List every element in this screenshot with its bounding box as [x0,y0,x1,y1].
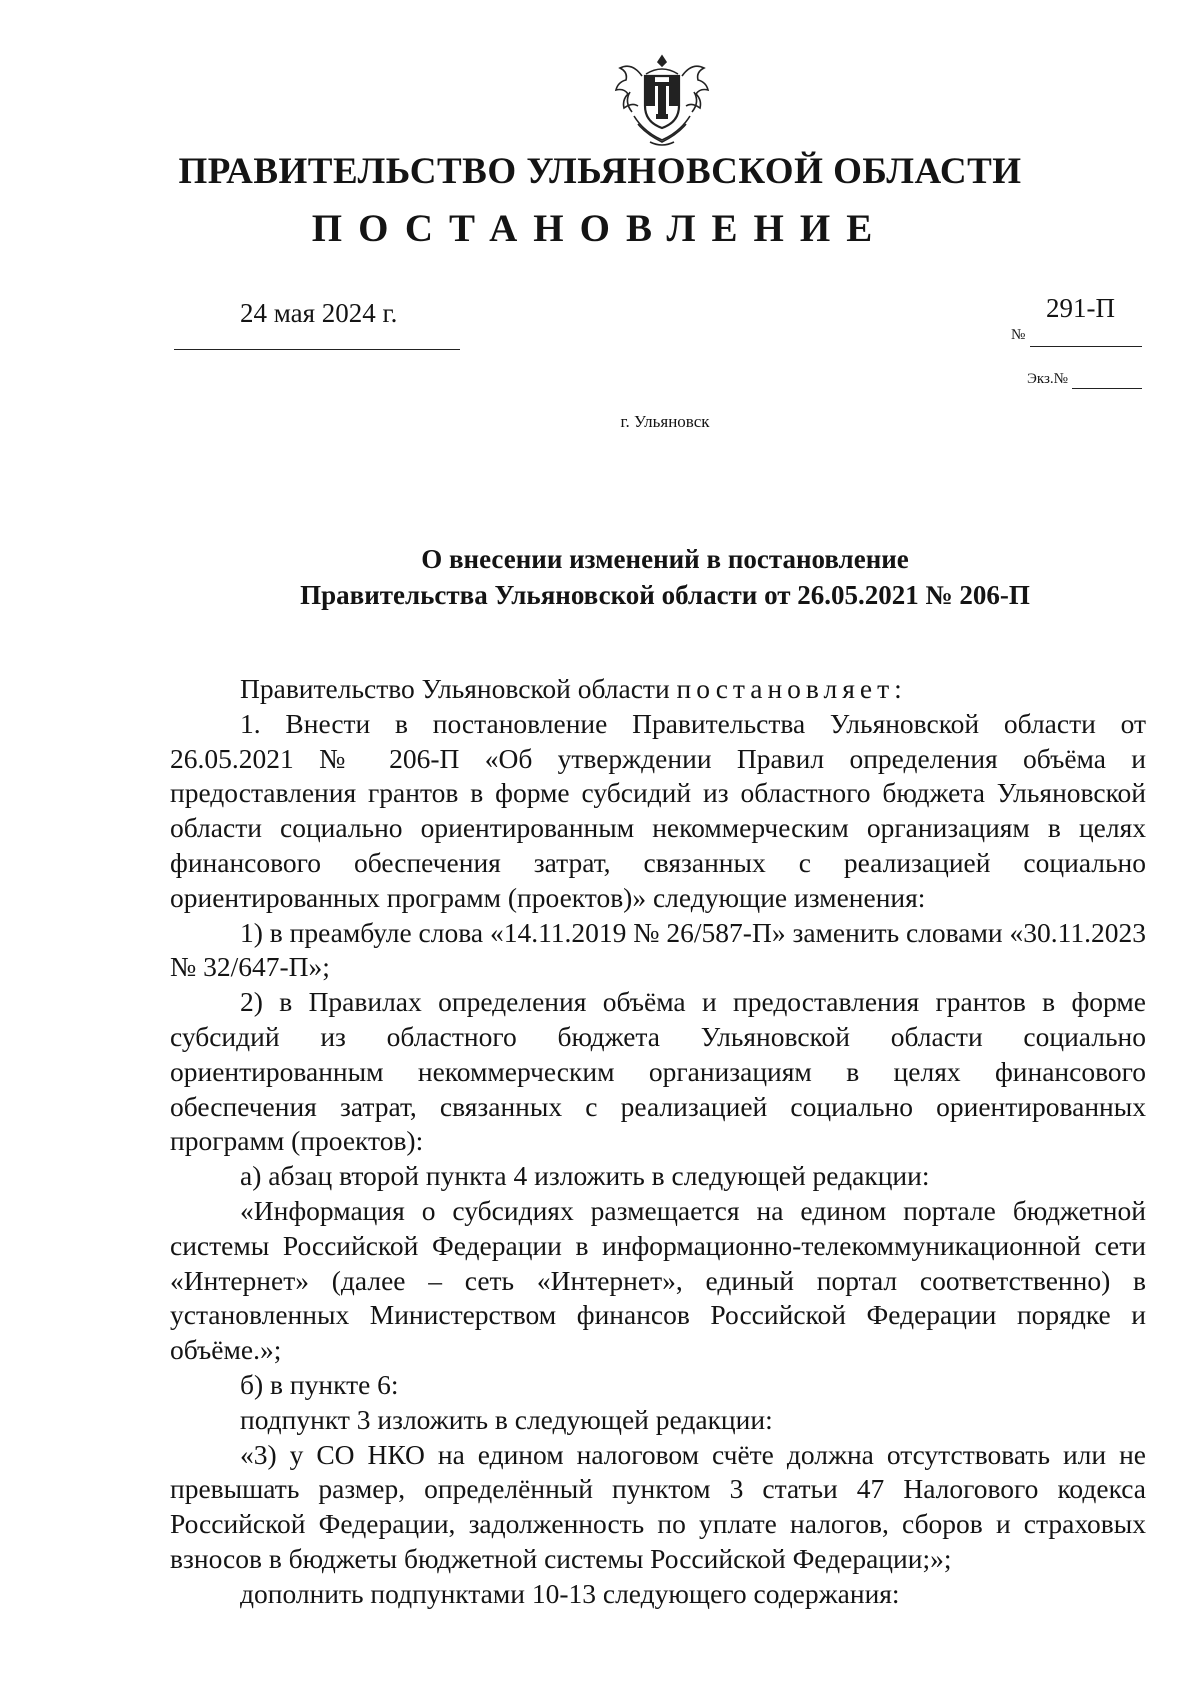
body-paragraph: б) в пункте 6: [240,1368,399,1400]
government-title: ПРАВИТЕЛЬСТВО УЛЬЯНОВСКОЙ ОБЛАСТИ [178,151,1022,192]
copy-number-label: Экз.№ [1027,371,1068,387]
subject-line: О внесении изменений в постановление [421,544,909,574]
document-date: 24 мая 2024 г. [240,298,398,328]
body-paragraph: «Информация о субсидиях размещается на едином портале бюджетной системы Российской Федерации в информационно-телекоммуникационной сети «Интернет» (далее – сеть «Интернет», единый портал соответственно) в установленных Министерством финансов Российской Федерации порядке и объёме.»; [170,1194,1146,1366]
document-body [170,672,1146,1612]
intro-paragraph [170,672,1146,707]
copy-number-underline [1072,388,1142,389]
subject-line: Правительства Ульяновской области от 26.05.2021 № 206-П [300,580,1030,610]
city: г. Ульяновск [620,412,710,431]
document-type-title: ПОСТАНОВЛЕНИЕ [311,207,889,250]
body-paragraph: 1) в преамбуле слова «14.11.2019 № 26/587-П» заменить словами «30.11.2023 № 32/647-П»; [170,916,1146,983]
document-number: 291-П [1046,293,1115,323]
body-paragraph: 1. Внести в постановление Правительства Ульяновской области от 26.05.2021 № 206-П «Об утверждении Правил определения объёма и предоставления грантов в форме субсидий из областного бюджета Ульяновской области социально ориентированным некоммерческим организациям в целях финансового обеспечения затрат, связанных с реализацией социально ориентированных программ (проектов)» следующие изменения: [170,707,1146,913]
body-paragraph: «3) у СО НКО на едином налоговом счёте должна отсутствовать или не превышать размер, определённый пунктом 3 статьи 47 Налогового кодекса Российской Федерации, задолженность по уплате налогов, сборов и страховых взносов в бюджеты бюджетной системы Российской Федерации;»; [170,1438,1146,1574]
body-paragraph: 2) в Правилах определения объёма и предоставления грантов в форме субсидий из областного бюджета Ульяновской области социально ориентированным некоммерческим организациям в целях финансового обеспечения затрат, связанных с реализацией социально ориентированных программ (проектов): [170,986,1146,1157]
intro-spaced-verb: постановляет: [676,673,907,704]
date-underline [174,349,460,350]
body-paragraph: а) абзац второй пункта 4 изложить в следующей редакции: [240,1160,930,1192]
body-paragraph: дополнить подпунктами 10-13 следующего содержания: [240,1577,900,1609]
body-paragraph: подпункт 3 изложить в следующей редакции: [240,1403,773,1435]
number-label: № [1011,327,1026,343]
number-underline [1030,346,1142,347]
document-subject [170,541,1160,613]
coat-of-arms-icon [612,52,712,152]
intro-text: Правительство Ульяновской области [240,673,677,704]
